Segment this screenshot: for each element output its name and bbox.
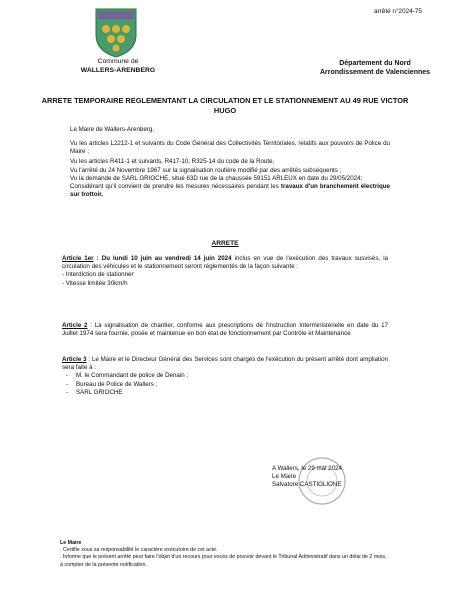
rule-item: - Interdiction de stationner xyxy=(62,271,134,279)
recipients-list xyxy=(62,372,388,397)
mayor-line: Le Maire de Wallers-Arenberg, xyxy=(70,126,155,133)
article-1-dates: Du lundi 10 juin au vendredi 14 juin 2024 xyxy=(101,255,232,262)
article-3: Article 3 : Le Maire et le Directeur Général des Services sont chargés de l'exécution du présent arrêté dont ampliation sera faite à : - M. le Commandant de police de Denain ; - Bureau de Police de Wallers ; - SARL GRIOCHE xyxy=(62,356,388,397)
considerations-block xyxy=(70,140,390,199)
consideration-item: Vu l'arrêté du 24 Novembre 1967 sur la signalisation routière modifié par des arrêtés subséquents ; xyxy=(70,166,342,174)
article-3-label: Article 3 xyxy=(62,356,87,363)
article-2: Article 2 : La signalisation de chantier, conforme aux prescriptions de l'instruction Interministérielle en date du 17 Juillet 1974 sera fournie, posée et maintenue en bon état de fonctionnement par Contrôle et Maintenance xyxy=(62,322,389,338)
article-2-label: Article 2 xyxy=(62,322,88,329)
footer-heading: Le Maire xyxy=(60,540,82,546)
department-name: Département du Nord xyxy=(339,60,411,67)
rule-item: - Vitesse limitée 30km/h xyxy=(62,279,128,287)
recipient-item: - Bureau de Police de Wallers ; xyxy=(62,381,388,389)
recipient-item: - SARL GRIOCHE xyxy=(62,389,388,397)
recipient-item: - M. le Commandant de police de Denain ; xyxy=(62,372,388,380)
considerant-bold: travaux d'un branchement électrique sur trottoir. xyxy=(70,183,390,199)
considerant-prefix: Considérant qu'il convient de prendre les mesures nécessaires pendant les xyxy=(70,183,279,191)
signature-name: Salvatore CASTIGLIONE xyxy=(272,481,342,489)
article-1-label: Article 1er xyxy=(62,255,94,262)
article-2-text: La signalisation de chantier, conforme aux prescriptions de l'instruction Interministérielle en date du 17 Juillet 1974 sera fournie, posée et maintenue en bon état de fonctionnement par Contrôle et Maintenance xyxy=(62,322,389,338)
consideration-item: Vu les articles L2212-1 et suivants du Code Général des Collectivités Territoriales, relatifs aux pouvoirs de Police du Maire ; xyxy=(70,140,390,156)
footer-notes xyxy=(60,540,390,569)
arrete-title: ARRETE TEMPORAIRE REGLEMENTANT LA CIRCULATION ET LE STATIONNEMENT AU 49 RUE VICTOR HUGO xyxy=(41,96,409,115)
department-block xyxy=(300,59,450,77)
signature-place-date: A Wallers, le 29 mai 2024 xyxy=(272,465,342,472)
coat-of-arms-logo xyxy=(92,5,140,59)
signature-role: Le Maire xyxy=(272,473,297,481)
article-1-text: inclus en vue de l'exécution des travaux susvisés, la circulation des véhicules et le stationnement seront réglementés de la façon suivante : xyxy=(62,255,389,271)
footer-note: . Informe que le présent arrêté peut faire l'objet d'un recours pour excès de pouvoir devant le Tribunal Administratif dans un délai de 2 mois, à compter de la présente notification. xyxy=(60,554,387,568)
commune-block xyxy=(58,58,178,75)
commune-name: WALLERS-ARENBERG xyxy=(80,66,156,74)
arrete-number: arrêté n°2024-75 xyxy=(373,8,422,15)
arrete-heading: ARRETE xyxy=(211,240,239,247)
arrondissement-name: Arrondissement de Valenciennes xyxy=(319,69,431,76)
footer-note: . Certifie sous sa responsabilité le caractère exécutoire de cet acte. xyxy=(60,547,218,554)
considerant-paragraph xyxy=(70,183,390,199)
commune-label: Commune de xyxy=(97,58,139,65)
consideration-item: Vu les articles R411-1 et suivants, R417-10, R325-14 du code de la Route, xyxy=(70,158,275,166)
article-1: Article 1er : Du lundi 10 juin au vendredi 14 juin 2024 inclus en vue de l'exécution des travaux susvisés, la circulation des véhicules et le stationnement seront réglementés de la façon suivante : - Interdiction de stationner - Vitesse limitée 30km/h xyxy=(62,255,389,287)
article-3-text: Le Maire et le Directeur Général des Services sont chargés de l'exécution du présent arrêté dont ampliation sera faite à : xyxy=(62,356,388,372)
consideration-item: Vu la demande de SARL GRIOCHE, situé 63D rue de la chaussée 59151 ARLEUX en date du 29/05/2024; xyxy=(70,174,363,182)
signature-block xyxy=(272,465,392,490)
